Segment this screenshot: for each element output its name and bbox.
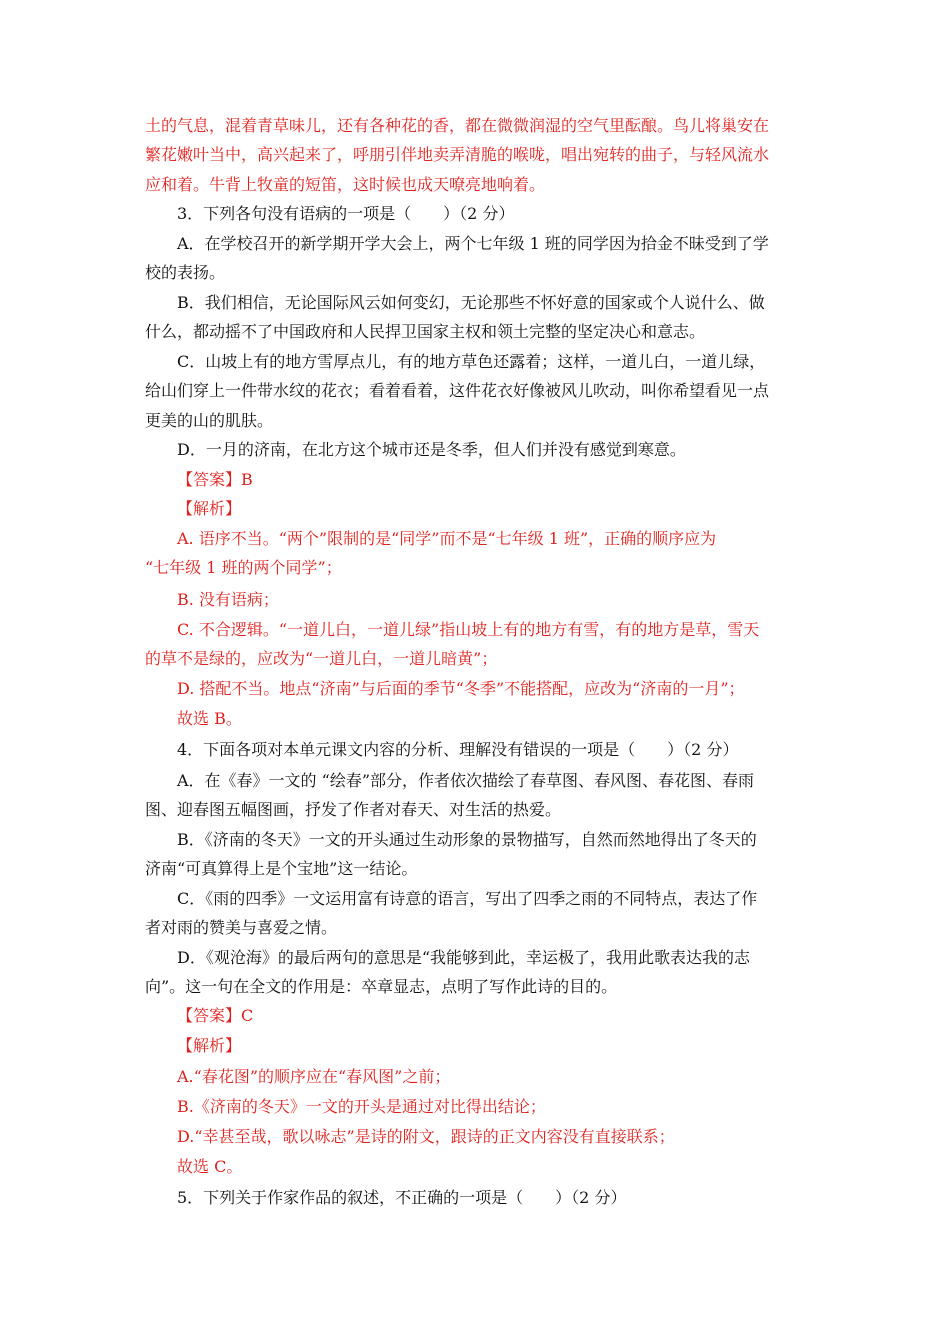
analysis-line: “七年级 1 班的两个同学”； [145, 558, 342, 577]
question-4-option-d-cont: 向”。这一句在全文的作用是：卒章显志，点明了写作此诗的目的。 [145, 977, 618, 996]
analysis-label: 【解析】 [177, 1036, 242, 1055]
question-4-option-c: C．《雨的四季》一文运用富有诗意的语言，写出了四季之雨的不同特点，表达了作 [177, 889, 758, 908]
answer-label: 【答案】B [177, 470, 253, 489]
question-4-option-c-cont: 者对雨的赞美与喜爱之情。 [145, 918, 338, 937]
analysis-conclusion: 故选 B。 [177, 709, 242, 728]
question-4-option-b: B．《济南的冬天》一文的开头通过生动形象的景物描写，自然而然地得出了冬天的 [177, 830, 757, 849]
question-3-option-a: A．在学校召开的新学期开学大会上，两个七年级 1 班的同学因为拾金不昧受到了学 [177, 234, 769, 253]
analysis-line: B.《济南的冬天》一文的开头是通过对比得出结论； [177, 1097, 546, 1116]
question-5-stem: 5．下列关于作家作品的叙述，不正确的一项是（ ）（2 分） [177, 1188, 627, 1207]
analysis-line: D.“幸甚至哉，歌以咏志”是诗的附文，跟诗的正文内容没有直接联系； [177, 1127, 675, 1146]
analysis-line: B. 没有语病； [177, 590, 279, 609]
question-4-stem: 4．下面各项对本单元课文内容的分析、理解没有错误的一项是（ ）（2 分） [177, 740, 739, 759]
analysis-line: A. 语序不当。“两个”限制的是“同学”而不是“七年级 1 班”，正确的顺序应为 [177, 529, 717, 548]
question-4-option-a: A．在《春》一文的 “绘春”部分，作者依次描绘了春草图、春风图、春花图、春雨 [177, 771, 755, 790]
question-3-option-b: B．我们相信，无论国际风云如何变幻，无论那些不怀好意的国家或个人说什么、做 [177, 293, 765, 312]
passage-line: 繁花嫩叶当中，高兴起来了，呼朋引伴地卖弄清脆的喉咙，唱出宛转的曲子，与轻风流水 [145, 145, 770, 164]
analysis-label: 【解析】 [177, 499, 242, 518]
question-4-option-a-cont: 图、迎春图五幅图画，抒发了作者对春天、对生活的热爱。 [145, 800, 562, 819]
question-3-option-c-cont: 给山们穿上一件带水纹的花衣；看着看着，这件花衣好像被风儿吹动，叫你希望看见一点 [145, 381, 770, 400]
question-3-option-b-cont: 什么，都动摇不了中国政府和人民捍卫国家主权和领土完整的坚定决心和意志。 [145, 322, 706, 341]
question-3-option-c: C．山坡上有的地方雪厚点儿，有的地方草色还露着；这样，一道儿白，一道儿绿， [177, 352, 766, 371]
analysis-line: C. 不合逻辑。“一道儿白，一道儿绿”指山坡上有的地方有雪，有的地方是草，雪天 [177, 620, 760, 639]
question-4-option-b-cont: 济南“可真算得上是个宝地”这一结论。 [145, 859, 418, 878]
answer-label: 【答案】C [177, 1006, 254, 1025]
question-3-option-a-cont: 校的表扬。 [145, 263, 226, 282]
analysis-line: D. 搭配不当。地点“济南”与后面的季节“冬季”不能搭配，应改为“济南的一月”； [177, 679, 745, 698]
analysis-line: A.“春花图”的顺序应在“春风图”之前； [177, 1067, 451, 1086]
question-3-option-c-cont: 更美的山的肌肤。 [145, 411, 274, 430]
analysis-conclusion: 故选 C。 [177, 1157, 243, 1176]
question-3-option-d: D．一月的济南，在北方这个城市还是冬季，但人们并没有感觉到寒意。 [177, 440, 686, 459]
question-4-option-d: D．《观沧海》的最后两句的意思是“我能够到此，幸运极了，我用此歌表达我的志 [177, 948, 751, 967]
passage-line: 土的气息，混着青草味儿，还有各种花的香，都在微微润湿的空气里酝酿。鸟儿将巢安在 [145, 116, 770, 135]
question-3-stem: 3．下列各句没有语病的一项是（ ）（2 分） [177, 204, 515, 223]
analysis-line: 的草不是绿的，应改为“一道儿白，一道儿暗黄”； [145, 649, 498, 668]
passage-line: 应和着。牛背上牧童的短笛，这时候也成天嘹亮地响着。 [145, 175, 546, 194]
